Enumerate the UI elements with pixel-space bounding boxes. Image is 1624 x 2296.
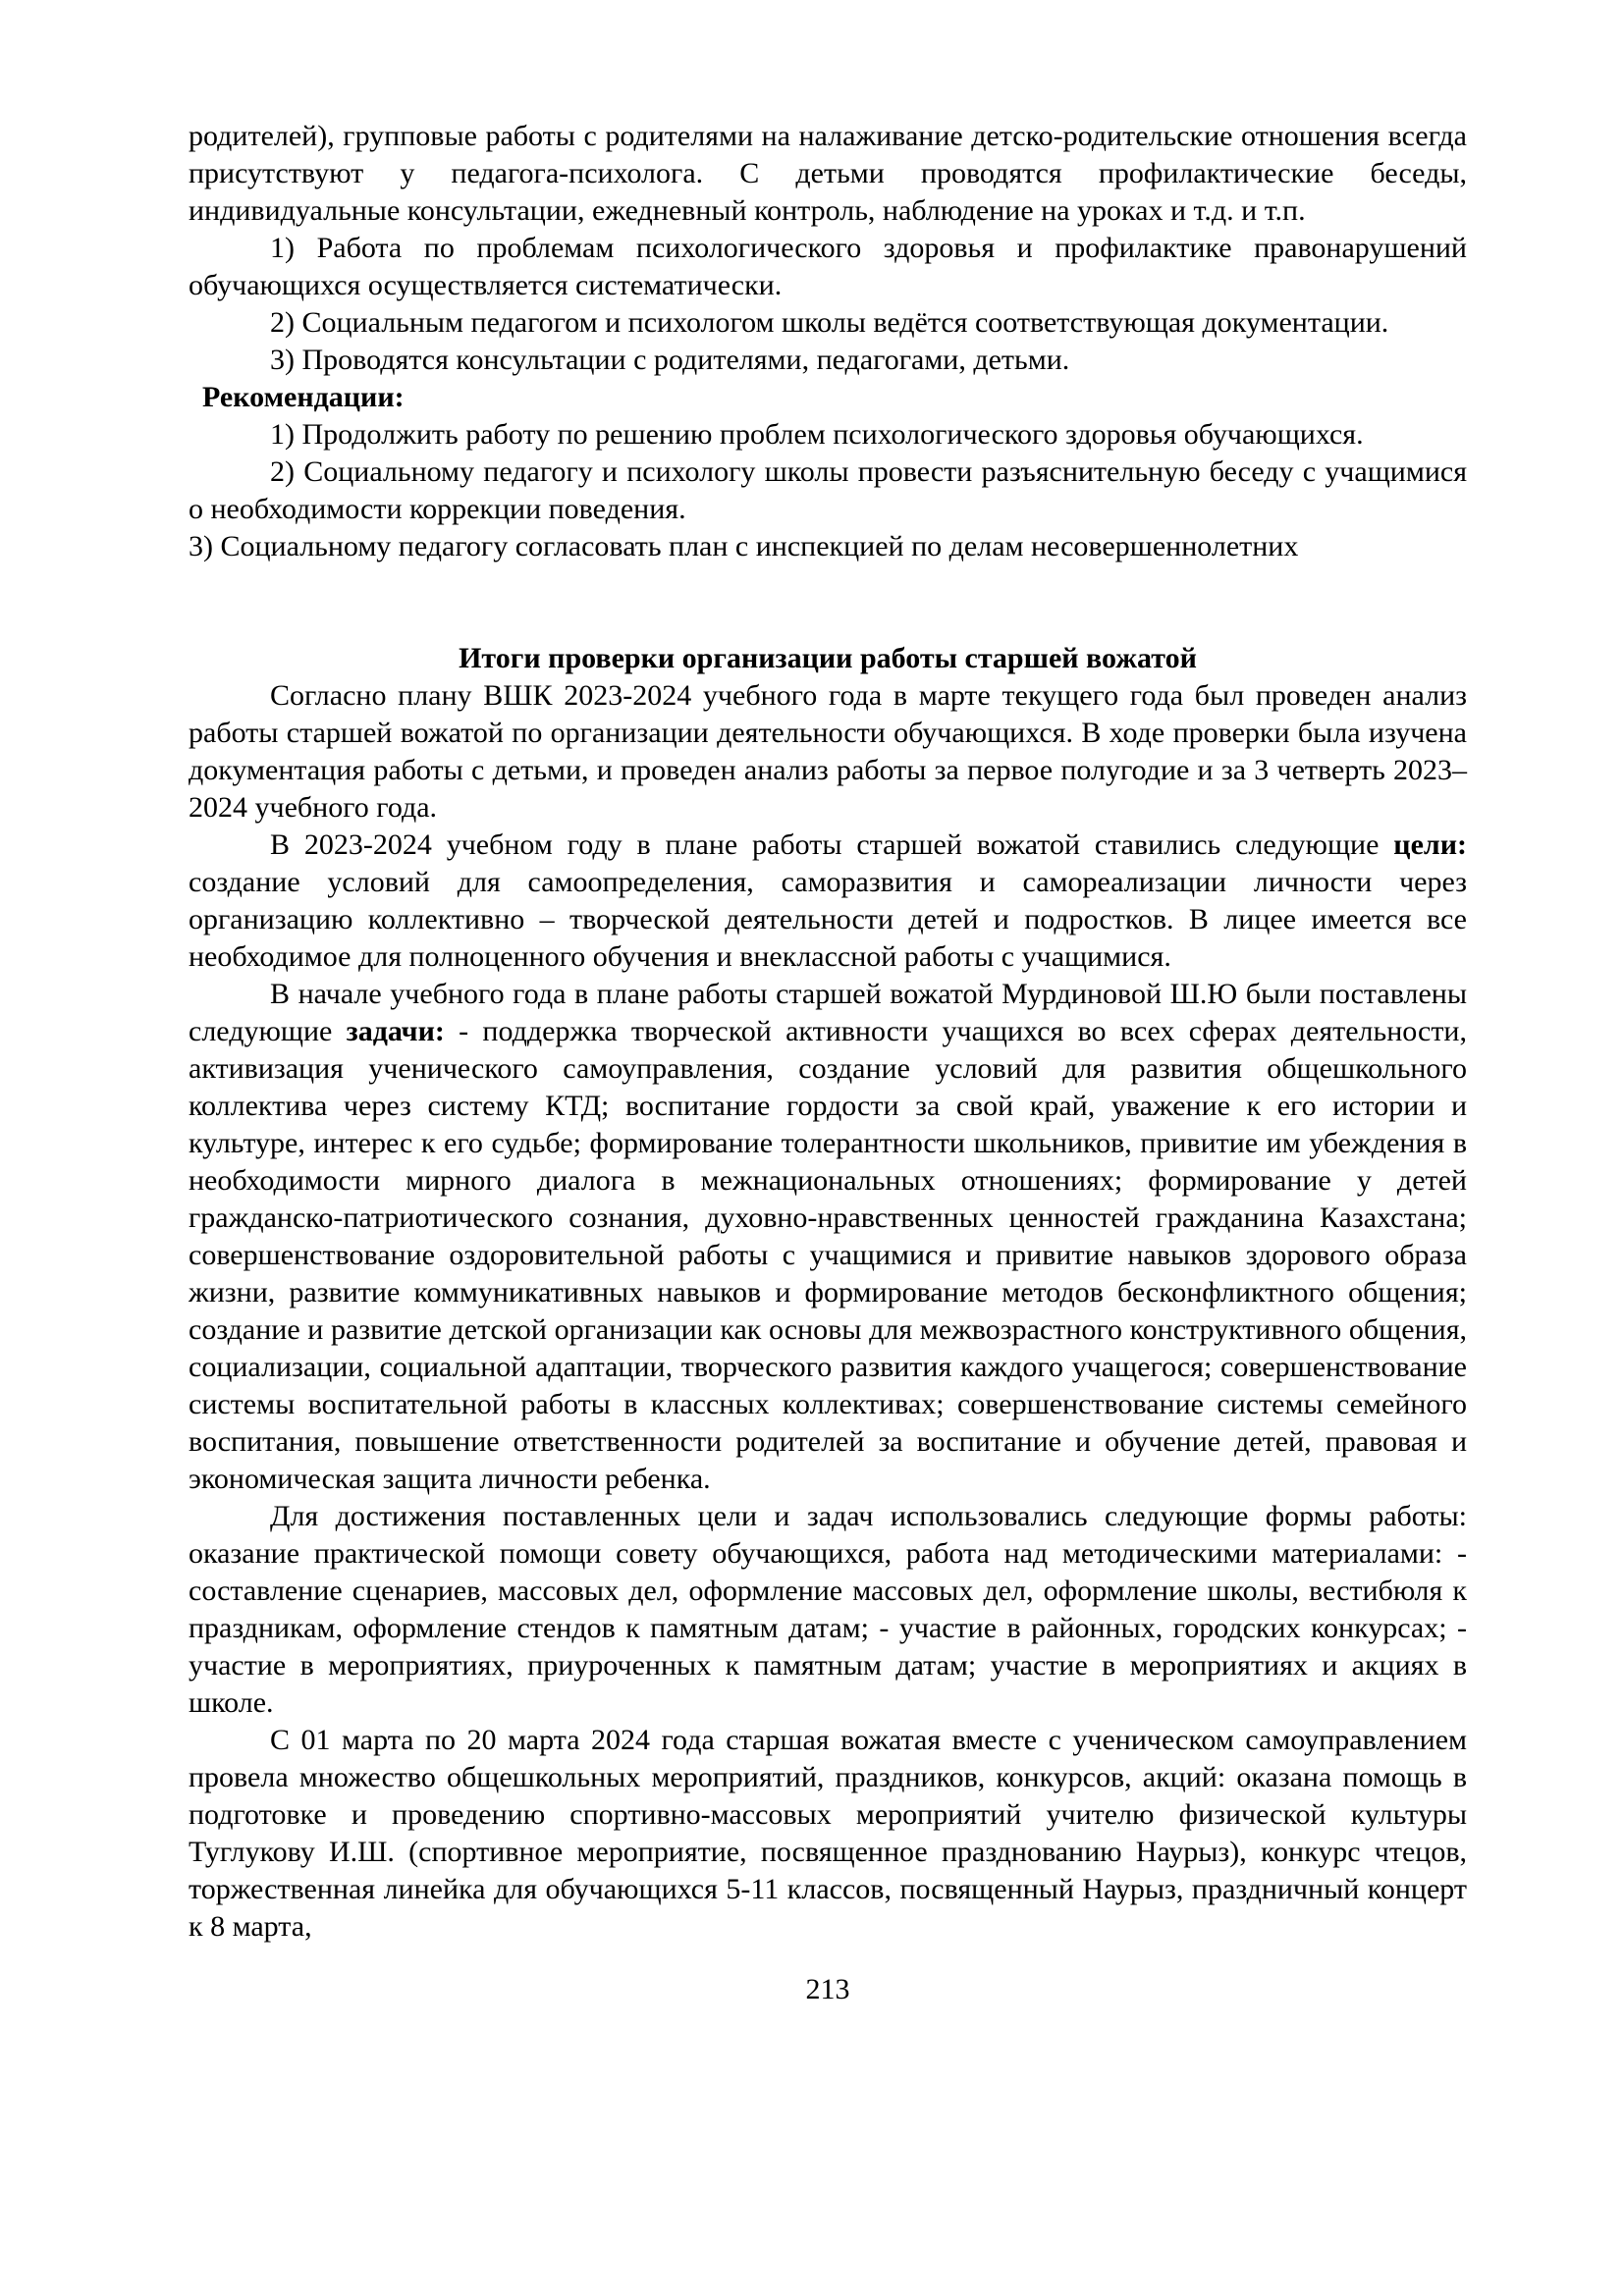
finding-item-1: 1) Работа по проблемам психологического здоровья и профилактике правонарушений обучающихся осуществляется систематически. xyxy=(189,232,1467,301)
goals-prefix-text: В 2023-2024 учебном году в плане работы старшей вожатой ставились следующие xyxy=(270,828,1394,861)
recommendation-item-1: 1) Продолжить работу по решению проблем психологического здоровья обучающихся. xyxy=(270,418,1364,451)
recommendations-label: Рекомендации: xyxy=(202,381,405,413)
paragraph-tasks xyxy=(189,976,1467,1498)
paragraph-work-forms: Для достижения поставленных цели и задач использовались следующие формы работы: оказание практической помощи совету обучающихся, работа над методическими материалами: - составление сценариев, массовых дел, оформление массовых дел, оформление школы, вестибюля к праздникам, оформление стендов к памятным датам; - участие в районных, городских конкурсах; - участие в мероприятиях, приуроченных к памятным датам; участие в мероприятиях и акциях в школе. xyxy=(189,1500,1467,1719)
section-gap xyxy=(189,565,1467,640)
tasks-rest-text: - поддержка творческой активности учащихся во всех сферах деятельности, активизация ученического самоуправления, создание условий для развития общешкольного коллектива через систему КТД; воспитание гордости за свой край, уважение к его истории и культуре, интерес к его судьбе; формирование толерантности школьников, привитие им убеждения в необходимости мирного диалога в межнациональных отношениях; формирование у детей гражданско-патриотического сознания, духовно-нравственных ценностей гражданина Казахстана; совершенствование оздоровительной работы с учащимися и привитие навыков здорового образа жизни, развитие коммуникативных навыков и формирование методов бесконфликтного общения; создание и развитие детской организации как основы для межвозрастного конструктивного общения, социализации, социальной адаптации, творческого развития каждого учащегося; совершенствование системы воспитательной работы в классных коллективах; совершенствование системы семейного воспитания, повышение ответственности родителей за воспитание и обучение детей, правовая и экономическая защита личности ребенка. xyxy=(189,1015,1467,1495)
goals-rest-text: создание условий для самоопределения, саморазвития и самореализации личности через организацию коллективно – творческой деятельности детей и подростков. В лицее имеется все необходимое для полноценного обучения и внеклассной работы с учащимися. xyxy=(189,866,1467,973)
goals-bold-term: цели: xyxy=(1393,828,1467,861)
page-number: 213 xyxy=(805,1973,850,2005)
paragraph-plan-check: Согласно плану ВШК 2023-2024 учебного года в марте текущего года был проведен анализ работы старшей вожатой по организации деятельности обучающихся. В ходе проверки была изучена документация работы с детьми, и проведен анализ работы за первое полугодие и за 3 четверть 2023– 2024 учебного года. xyxy=(189,679,1467,824)
tasks-bold-term: задачи: xyxy=(346,1015,445,1047)
recommendation-item-2: 2) Социальному педагогу и психологу школы провести разъяснительную беседу с учащимися о необходимости коррекции поведения. xyxy=(189,455,1467,525)
paragraph-goals xyxy=(189,827,1467,976)
recommendation-item-3: 3) Социальному педагогу согласовать план с инспекцией по делам несовершеннолетних xyxy=(189,530,1299,562)
finding-item-2: 2) Социальным педагогом и психологом школы ведётся соответствующая документации. xyxy=(270,306,1389,339)
tasks-prefix-text: В начале учебного года в плане работы старшей вожатой Мурдиновой Ш.Ю были поставлены следующие xyxy=(189,978,1467,1047)
finding-item-3: 3) Проводятся консультации с родителями, педагогами, детьми. xyxy=(270,344,1070,376)
paragraph-march-events: С 01 марта по 20 марта 2024 года старшая вожатая вместе с ученическом самоуправлением провела множество общешкольных мероприятий, праздников, конкурсов, акций: оказана помощь в подготовке и проведению спортивно-массовых мероприятий учителю физической культуры Туглукову И.Ш. (спортивное мероприятие, посвященное празднованию Наурыз), конкурс чтецов, торжественная линейка для обучающихся 5-11 классов, посвященный Наурыз, праздничный концерт к 8 марта, xyxy=(189,1724,1467,1943)
paragraph-continuation: родителей), групповые работы с родителями на налаживание детско-родительские отношения всегда присутствуют у педагога-психолога. С детьми проводятся профилактические беседы, индивидуальные консультации, ежедневный контроль, наблюдение на уроках и т.д. и т.п. xyxy=(189,120,1467,227)
section-heading: Итоги проверки организации работы старшей вожатой xyxy=(459,642,1197,674)
